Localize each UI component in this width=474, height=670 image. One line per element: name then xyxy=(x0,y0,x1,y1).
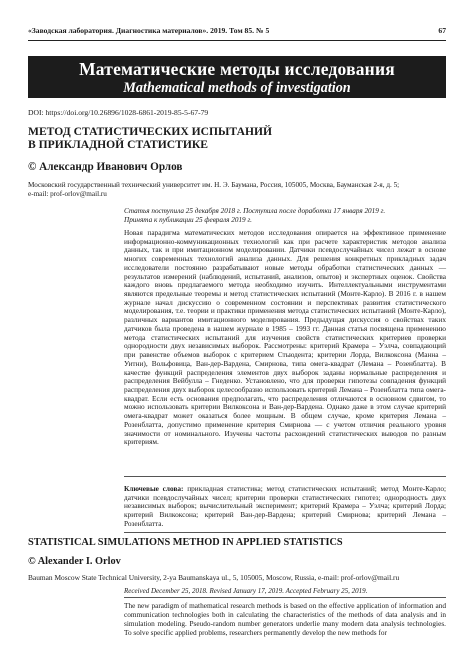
affiliation-ru-email: e-mail: prof-orlov@mail.ru xyxy=(28,190,107,198)
page-number: 67 xyxy=(438,26,446,35)
accepted-date-ru: Принята к публикации 25 февраля 2019 г. xyxy=(124,216,252,224)
header-rule xyxy=(28,40,446,41)
doi-link[interactable]: DOI: https://doi.org/10.26896/1028-6861-2019-85-5-67-79 xyxy=(28,108,209,117)
section-title-en: Mathematical methods of investigation xyxy=(123,80,351,96)
article-title-ru xyxy=(28,125,272,151)
article-title-ru-line: МЕТОД СТАТИСТИЧЕСКИХ ИСПЫТАНИЙ xyxy=(28,125,273,138)
received-dates-ru-line: Статья поступила 25 декабря 2018 г. Поступила после доработки 17 января 2019 г. xyxy=(124,207,386,215)
section-title-ru: Математические методы исследования xyxy=(79,59,395,79)
running-header xyxy=(28,26,446,35)
abstract-divider xyxy=(124,476,446,477)
affiliation-en: Bauman Moscow State Technical University, 2-ya Baumanskaya ul., 5, 105005, Moscow, Russia, e-mail: prof-orlov@mail.ru xyxy=(28,573,400,582)
abstract-en-text: The new paradigm of mathematical research methods is based on the effective application of information and communication technologies both in calculating the characteristics of the methods of data analysis and in simulation modeling. Pseudo-random number generators underlie many modern data analysis technologies. To solve specific applied problems, researchers permanently develop the new methods for xyxy=(124,601,446,637)
author-en: © Alexander I. Orlov xyxy=(28,556,121,567)
abstract-en xyxy=(124,602,446,638)
en-divider xyxy=(124,597,446,598)
keywords-label: Ключевые слова: xyxy=(124,484,184,493)
article-title-en: STATISTICAL SIMULATIONS METHOD IN APPLIED STATISTICS xyxy=(28,537,343,548)
received-dates-ru xyxy=(124,207,446,225)
author-ru: © Александр Иванович Орлов xyxy=(28,161,183,173)
received-dates-en: Received December 25, 2018. Revised January 17, 2019. Accepted February 25, 2019. xyxy=(124,587,368,595)
affiliation-ru-line: Московский государственный технический университет им. Н. Э. Баумана, Россия, 105005, Москва, Бауманская 2-я, д. 5; xyxy=(28,181,400,189)
keywords-text: прикладная статистика; метод статистических испытаний; метод Монте-Карло; датчики псевдослучайных чисел; критерии проверки статистических гипотез; однородность двух независимых выборок; вычислительный эксперимент; критерий Крамера – Уэлча; критерий Лорда; критерий Вилкоксона; критерий Ван-дер-Вардена; критерий Смирнова; критерий Лемана – Розенблатта. xyxy=(124,484,447,528)
affiliation-ru xyxy=(28,181,446,199)
keywords-ru xyxy=(124,485,446,529)
journal-name: «Заводская лаборатория. Диагностика материалов». 2019. Том 85. № 5 xyxy=(28,26,270,35)
abstract-ru-text: Новая парадигма математических методов исследования опирается на эффективное применение информационно-коммуникационных технологий как при расчете характеристик методов анализа данных, так и при имитационном моделировании. Датчики псевдослучайных чисел лежат в основе многих современных технологий анализа данных. Для решения конкретных прикладных задач исследователи постоянно разрабатывают новые методы обработки статистических данных — результатов измерений (наблюдений, испытаний, анализов, опытов) и экспертных оценок. Свойства каждого вновь предлагаемого метода необходимо изучить. Интеллектуальными инструментами являются предельные теоремы и метод статистических испытаний (Монте-Карло). В 2016 г. в нашем журнале начал дискуссию о современном состоянии и перспективах развития статистического моделирования, т.е. теории и практики применения метода статистических испытаний (Монте-Карло), различных вариантов имитационного моделирования. Предыдущая дискуссия о свойствах таких датчиков была проведена в нашем журнале в 1985 – 1993 гг. Данная статья посвящена применению метода статистических испытаний для изучения свойств статистических критериев проверки однородности двух независимых выборок. Рассмотрены: критерий Крамера – Уэлча, совпадающий при равенстве объемов выборок с критерием Стьюдента; критерии Лорда, Вилкоксона (Манна – Уитни), Вольфовица, Ван-дер-Вардена, Смирнова, типа омега-квадрат (Лемана – Розенблатта). В качестве функций распределения элементов двух выборок заданы нормальные распределения и распределения Вейбулла – Гнеденко. Установлено, что для проверки гипотезы совпадения функций распределения двух выборок целесообразно использовать критерий Лемана – Розенблатта типа омега-квадрат. Если есть основания предполагать, что распределения отличаются в основном сдвигом, то можно использовать критерии Вилкоксона и Ван-дер-Вардена. Однако даже в этом случае критерий омега-квадрат может оказаться более мощным. В общем случае, кроме критерия Лемана – Розенблатта, допустимо применение критерия Смирнова — с учетом отличия реального уровня значимости от номинального. Изучены частоты расхождений статистических выводов по разным критериям. xyxy=(124,228,446,447)
article-title-ru-line: В ПРИКЛАДНОЙ СТАТИСТИКЕ xyxy=(28,138,208,151)
keywords-divider xyxy=(124,532,446,533)
section-band xyxy=(28,56,446,98)
abstract-ru xyxy=(124,229,446,447)
